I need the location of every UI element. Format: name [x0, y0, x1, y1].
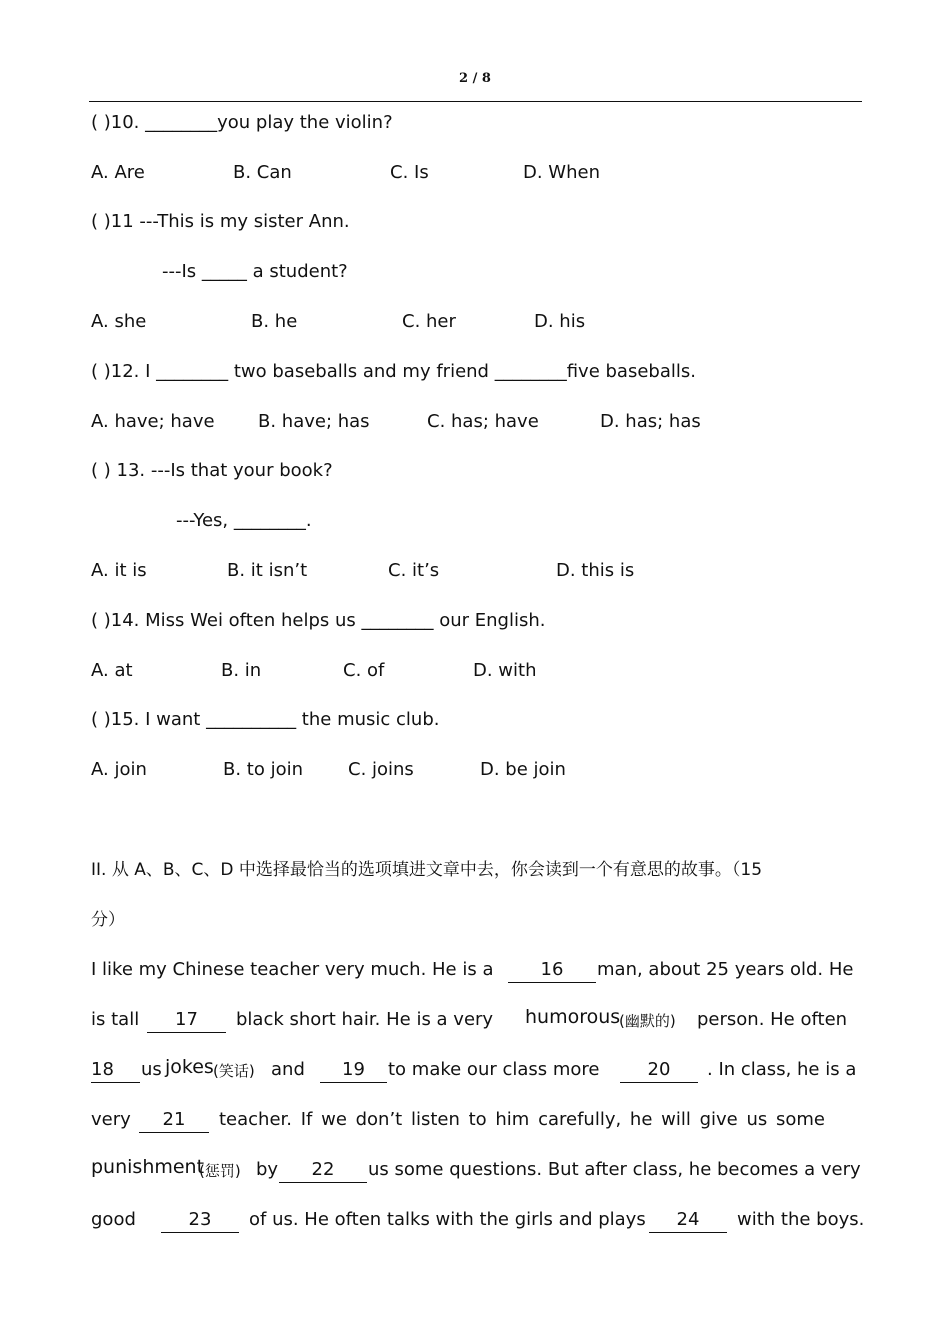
blank-23: 23	[161, 1208, 239, 1233]
blank-19: 19	[320, 1058, 387, 1083]
question-13-stem-2: ---Yes, ________.	[176, 510, 312, 531]
passage-text: . In class, he is a	[707, 1059, 857, 1080]
option-d: D. When	[523, 162, 600, 183]
passage-text: man, about 25 years old. He	[597, 959, 854, 980]
blank-22: 22	[279, 1158, 367, 1183]
blank-21: 21	[139, 1108, 209, 1133]
vocab-gloss: (惩罚)	[199, 1162, 241, 1180]
vocab-word: jokes	[165, 1056, 214, 1078]
passage-text: teacher. If we don’t listen to him carefully, he will give us some	[219, 1109, 825, 1130]
option-b: B. he	[251, 311, 298, 332]
option-b: B. it isn’t	[227, 560, 308, 581]
passage-text: by	[256, 1159, 279, 1180]
option-a: A. it is	[91, 560, 147, 581]
option-c: C. has; have	[427, 411, 539, 432]
blank-17: 17	[147, 1008, 226, 1033]
option-c: C. Is	[390, 162, 429, 183]
blank-20: 20	[620, 1058, 698, 1083]
passage-text: black short hair. He is a very	[236, 1009, 494, 1030]
option-d: D. his	[534, 311, 586, 332]
option-b: B. to join	[223, 759, 304, 780]
passage-text: and	[271, 1059, 305, 1080]
option-a: A. join	[91, 759, 147, 780]
blank-16: 16	[508, 958, 596, 983]
question-11-stem-2: ---Is _____ a student?	[162, 261, 348, 282]
option-d: D. be join	[480, 759, 566, 780]
option-c: C. it’s	[388, 560, 440, 581]
question-15-stem: ( )15. I want __________ the music club.	[91, 709, 440, 730]
passage-text: of us. He often talks with the girls and plays	[249, 1209, 646, 1230]
header-rule	[89, 101, 862, 102]
option-a: A. Are	[91, 162, 145, 183]
page-number: 2 / 8	[459, 71, 491, 86]
section-2-heading: II. 从 A、B、C、D 中选择最恰当的选项填进文章中去，你会读到一个有意思的故事。（15	[91, 860, 763, 880]
vocab-gloss: (笑话)	[213, 1062, 255, 1080]
option-c: C. joins	[348, 759, 414, 780]
option-c: C. of	[343, 660, 385, 681]
option-b: B. Can	[233, 162, 292, 183]
option-b: B. in	[221, 660, 262, 681]
passage-text: is tall	[91, 1009, 140, 1030]
question-12-stem: ( )12. I ________ two baseballs and my friend ________five baseballs.	[91, 361, 696, 382]
option-d: D. with	[473, 660, 537, 681]
question-11-stem: ( )11 ---This is my sister Ann.	[91, 211, 350, 232]
vocab-word: punishment	[91, 1156, 205, 1178]
blank-24: 24	[649, 1208, 727, 1233]
passage-text: to make our class more	[388, 1059, 600, 1080]
question-10-stem: ( )10. ________you play the violin?	[91, 112, 393, 133]
option-a: A. at	[91, 660, 133, 681]
cloze-passage	[91, 958, 865, 1248]
question-13-stem: ( ) 13. ---Is that your book?	[91, 460, 333, 481]
passage-text: very	[91, 1109, 131, 1130]
question-14-stem: ( )14. Miss Wei often helps us ________ our English.	[91, 610, 546, 631]
option-d: D. this is	[556, 560, 635, 581]
option-c: C. her	[402, 311, 456, 332]
passage-text: us	[141, 1059, 162, 1080]
passage-text: good	[91, 1209, 136, 1230]
option-b: B. have; has	[258, 411, 370, 432]
passage-text: us some questions. But after class, he becomes a very	[368, 1159, 861, 1180]
option-a: A. have; have	[91, 411, 215, 432]
option-d: D. has; has	[600, 411, 701, 432]
option-a: A. she	[91, 311, 147, 332]
blank-18: 18	[91, 1058, 140, 1083]
passage-text: person. He often	[697, 1009, 848, 1030]
passage-text: I like my Chinese teacher very much. He is a	[91, 959, 494, 980]
vocab-word: humorous	[525, 1006, 621, 1028]
section-2-heading-cont: 分）	[91, 910, 125, 930]
vocab-gloss: (幽默的)	[619, 1012, 676, 1030]
passage-text: with the boys.	[737, 1209, 865, 1230]
